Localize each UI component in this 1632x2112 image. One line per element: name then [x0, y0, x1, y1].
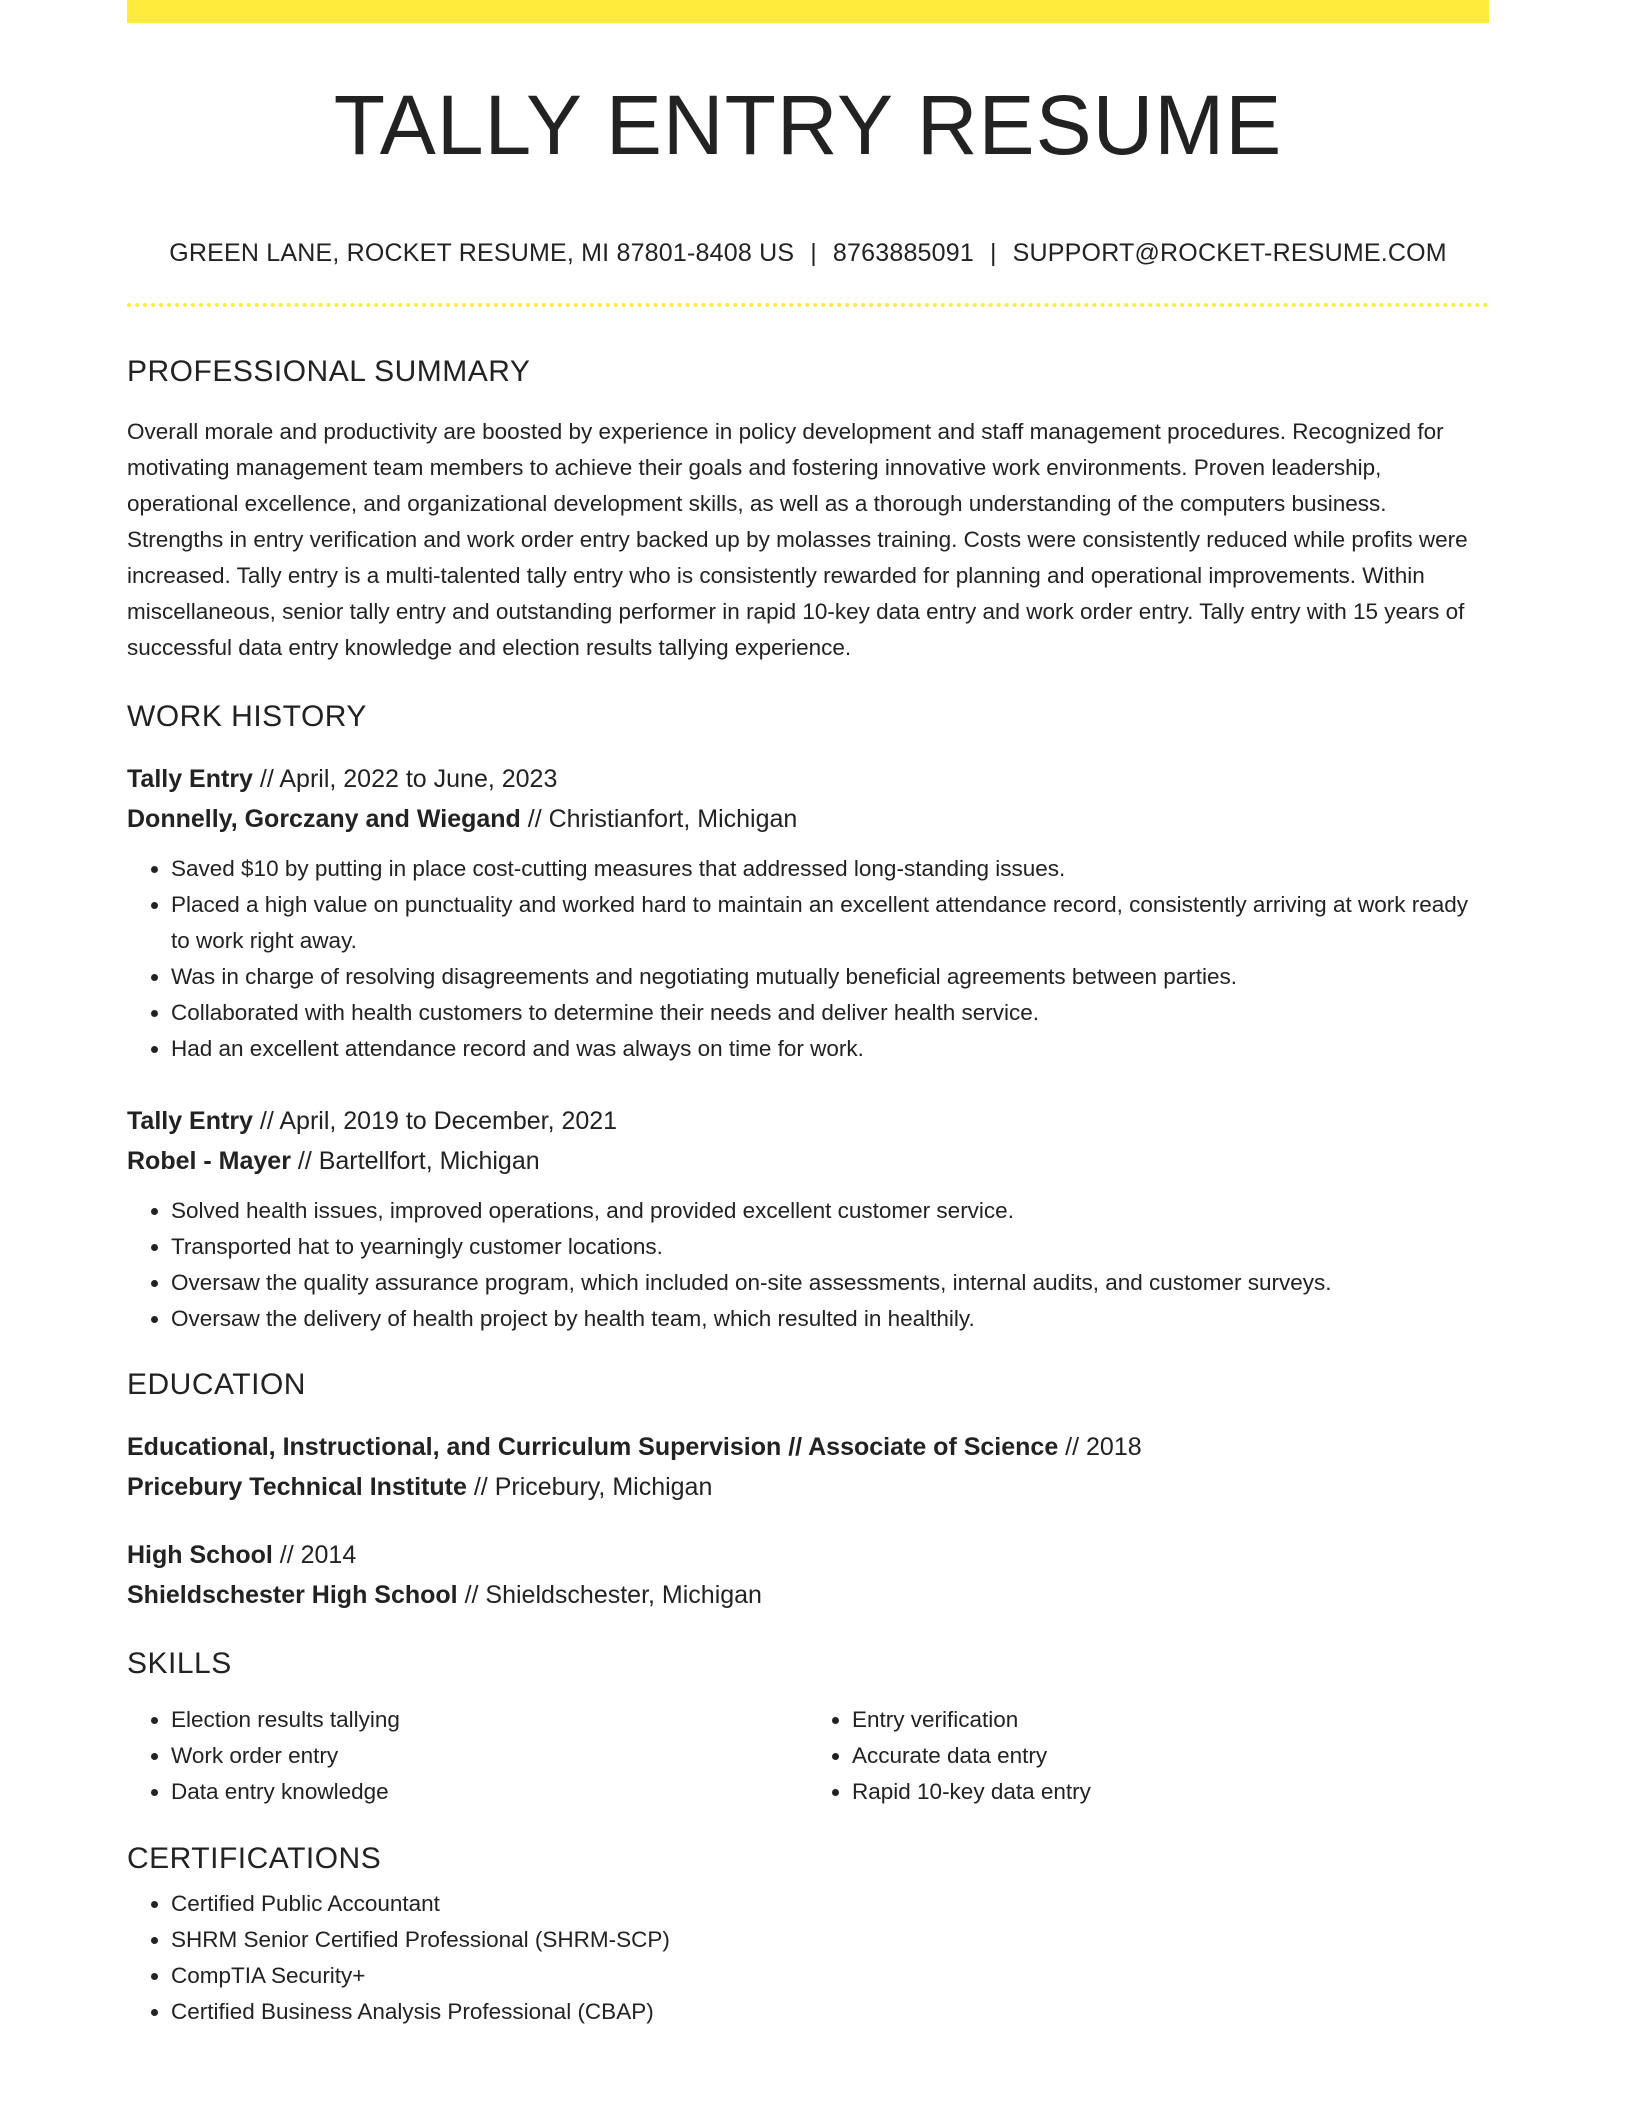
education-entry — [127, 1535, 1489, 1615]
job-location: // Bartellfort, Michigan — [290, 1147, 540, 1175]
contact-line — [127, 239, 1489, 268]
education-school-line — [127, 1575, 1489, 1615]
job-role: Tally Entry — [127, 1107, 253, 1135]
contact-separator: | — [989, 239, 997, 267]
list-item: • Oversaw the quality assurance program, which included on-site assessments, internal audits, and customer surveys. — [171, 1265, 1489, 1301]
education-degree-line — [127, 1427, 1489, 1467]
skill-item: • Election results tallying — [171, 1702, 808, 1738]
job-company: Donnelly, Gorczany and Wiegand — [127, 805, 521, 833]
job-company: Robel - Mayer — [127, 1147, 291, 1175]
list-item: • Collaborated with health customers to determine their needs and deliver health service. — [171, 995, 1489, 1031]
education-location: // Shieldschester, Michigan — [457, 1581, 762, 1609]
job-role-line — [127, 1101, 1489, 1141]
list-item: • Saved $10 by putting in place cost-cutting measures that addressed long-standing issues. — [171, 851, 1489, 887]
certifications-list — [127, 1886, 1489, 2030]
education-degree: Educational, Instructional, and Curriculum Supervision // Associate of Science — [127, 1433, 1059, 1461]
certification-item: • SHRM Senior Certified Professional (SHRM-SCP) — [171, 1922, 1489, 1958]
education-school: Shieldschester High School — [127, 1581, 458, 1609]
education-year: // 2014 — [272, 1541, 357, 1569]
skills-list-left — [127, 1702, 808, 1810]
job-location: // Christianfort, Michigan — [520, 805, 798, 833]
job-entry — [127, 1101, 1489, 1337]
education-entry — [127, 1427, 1489, 1507]
skill-item: • Work order entry — [171, 1738, 808, 1774]
section-title-certifications: CERTIFICATIONS — [127, 1842, 382, 1875]
education-school: Pricebury Technical Institute — [127, 1473, 467, 1501]
list-item: • Placed a high value on punctuality and worked hard to maintain an excellent attendance record, consistently arriving at work ready to work right away. — [171, 887, 1489, 959]
top-accent-bar — [127, 0, 1489, 23]
skills-grid — [127, 1702, 1489, 1810]
skill-item: • Data entry knowledge — [171, 1774, 808, 1810]
education-degree-line — [127, 1535, 1489, 1575]
section-title-summary: PROFESSIONAL SUMMARY — [127, 355, 531, 388]
education-year: // 2018 — [1058, 1433, 1142, 1461]
certification-item: • Certified Business Analysis Professional (CBAP) — [171, 1994, 1489, 2030]
job-company-line — [127, 1141, 1489, 1181]
list-item: • Transported hat to yearningly customer locations. — [171, 1229, 1489, 1265]
skill-item: • Entry verification — [852, 1702, 1489, 1738]
job-dates: // April, 2019 to December, 2021 — [252, 1107, 618, 1135]
list-item: • Oversaw the delivery of health project by health team, which resulted in healthily. — [171, 1301, 1489, 1337]
education-school-line — [127, 1467, 1489, 1507]
education-degree: High School — [127, 1541, 273, 1569]
summary-text: Overall morale and productivity are boosted by experience in policy development and staff management procedures. Recognized for motivating management team members to achieve their goals and fostering innovative work environments. Proven leadership, operational excellence, and organizational development skills, as well as a thorough understanding of the computers business. Strengths in entry verification and work order entry backed up by molasses training. Costs were consistently reduced while profits were increased. Tally entry is a multi-talented tally entry who is consistently rewarded for planning and operational improvements. Within miscellaneous, senior tally entry and outstanding performer in rapid 10-key data entry and work order entry. Tally entry with 15 years of successful data entry knowledge and election results tallying experience. — [127, 419, 1468, 660]
list-item: • Solved health issues, improved operations, and provided excellent customer service. — [171, 1193, 1489, 1229]
job-role-line — [127, 759, 1489, 799]
certification-item: • CompTIA Security+ — [171, 1958, 1489, 1994]
section-title-skills: SKILLS — [127, 1647, 232, 1680]
job-bullets — [127, 851, 1489, 1067]
list-item: • Had an excellent attendance record and was always on time for work. — [171, 1031, 1489, 1067]
skill-item: • Rapid 10-key data entry — [852, 1774, 1489, 1810]
certification-item: • Certified Public Accountant — [171, 1886, 1489, 1922]
contact-separator: | — [810, 239, 817, 267]
dotted-divider — [127, 303, 1489, 307]
job-company-line — [127, 799, 1489, 839]
job-role: Tally Entry — [127, 765, 253, 793]
section-title-education: EDUCATION — [127, 1368, 306, 1401]
job-dates: // April, 2022 to June, 2023 — [252, 765, 558, 793]
list-item: • Was in charge of resolving disagreements and negotiating mutually beneficial agreements between parties. — [171, 959, 1489, 995]
skill-item: • Accurate data entry — [852, 1738, 1489, 1774]
contact-email: SUPPORT@ROCKET-RESUME.COM — [1012, 239, 1447, 267]
education-location: // Pricebury, Michigan — [466, 1473, 713, 1501]
resume-page — [127, 0, 1489, 2030]
contact-address: GREEN LANE, ROCKET RESUME, MI 87801-8408 US — [169, 239, 795, 267]
skills-list-right — [808, 1702, 1489, 1810]
job-entry — [127, 759, 1489, 1067]
resume-title: TALLY ENTRY RESUME — [333, 78, 1283, 172]
job-bullets — [127, 1193, 1489, 1337]
section-title-work-history: WORK HISTORY — [127, 700, 367, 733]
contact-phone: 8763885091 — [832, 239, 974, 267]
